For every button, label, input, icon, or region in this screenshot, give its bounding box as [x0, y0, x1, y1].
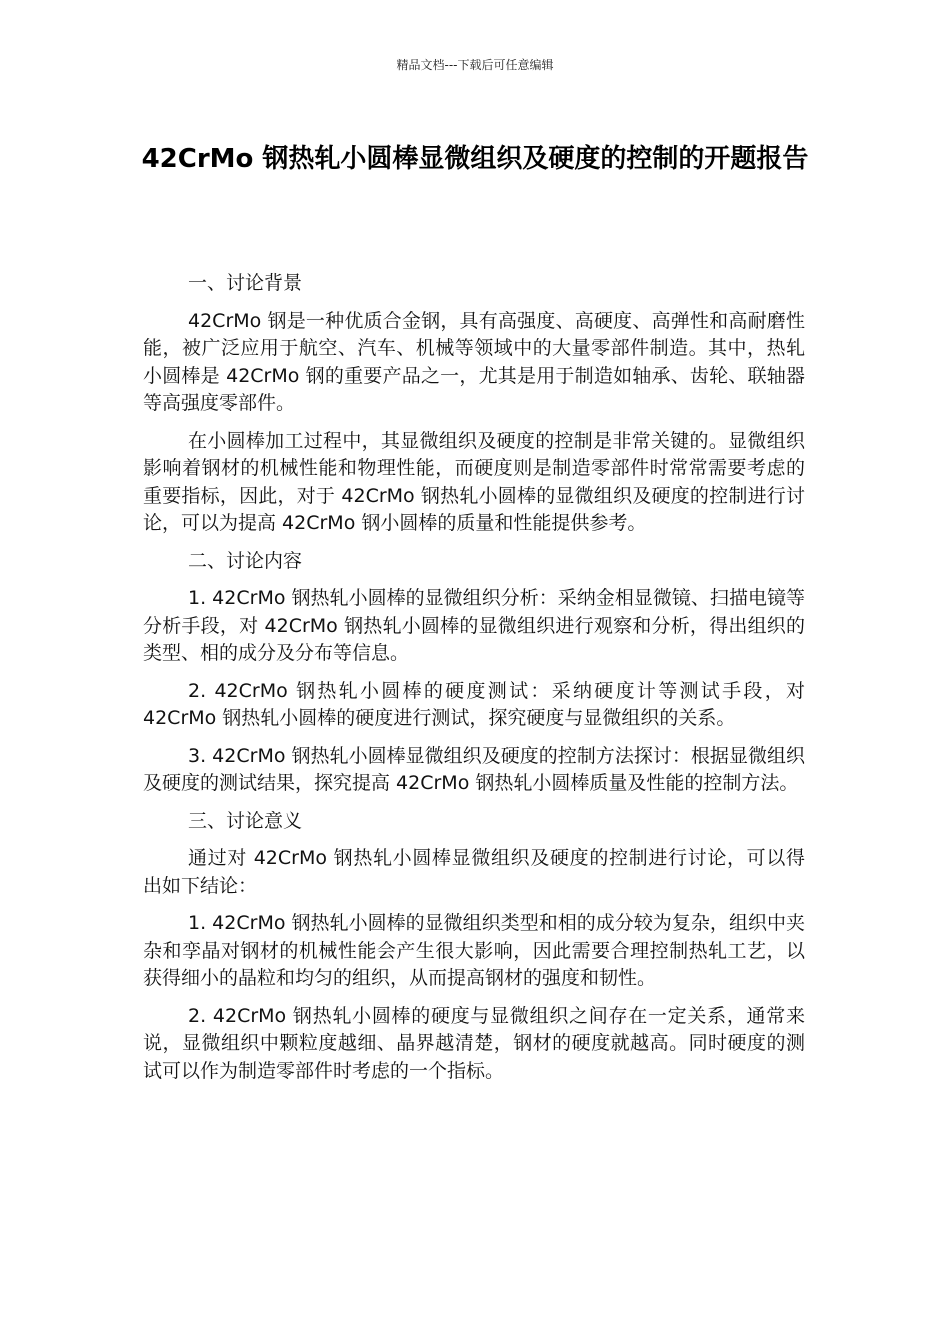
paragraph: 1. 42CrMo 钢热轧小圆棒的显微组织分析：采纳金相显微镜、扫描电镜等分析手段，对 42CrMo 钢热轧小圆棒的显微组织进行观察和分析，得出组织的类型、相的成分及分布等信息。	[143, 587, 805, 664]
paragraph: 通过对 42CrMo 钢热轧小圆棒显微组织及硬度的控制进行讨论，可以得出如下结论：	[143, 847, 805, 897]
paragraph: 42CrMo 钢是一种优质合金钢，具有高强度、高硬度、高弹性和高耐磨性能，被广泛应用于航空、汽车、机械等领域中的大量零部件制造。其中，热轧小圆棒是 42CrMo 钢的重要产品之一，尤其是用于制造如轴承、齿轮、联轴器等高强度零部件。	[143, 309, 805, 414]
paragraph: 3. 42CrMo 钢热轧小圆棒显微组织及硬度的控制方法探讨：根据显微组织及硬度的测试结果，探究提高 42CrMo 钢热轧小圆棒质量及性能的控制方法。	[143, 744, 805, 794]
document-title: 42CrMo 钢热轧小圆棒显微组织及硬度的控制的开题报告	[141, 144, 809, 174]
section-heading-background: 一、讨论背景	[188, 272, 303, 294]
header-note: 精品文档---下载后可任意编辑	[396, 58, 554, 72]
section-heading-content: 二、讨论内容	[188, 549, 303, 572]
paragraph: 在小圆棒加工过程中，其显微组织及硬度的控制是非常关键的。显微组织影响着钢材的机械性能和物理性能，而硬度则是制造零部件时常常需要考虑的重要指标，因此，对于 42CrMo 钢热轧小圆棒的显微组织及硬度的控制进行讨论，可以为提高 42CrMo 钢小圆棒的质量和性能提供参考。	[143, 429, 805, 534]
paragraph: 2. 42CrMo 钢热轧小圆棒的硬度测试：采纳硬度计等测试手段，对 42CrMo 钢热轧小圆棒的硬度进行测试，探究硬度与显微组织的关系。	[143, 679, 805, 729]
paragraph: 2. 42CrMo 钢热轧小圆棒的硬度与显微组织之间存在一定关系，通常来说，显微组织中颗粒度越细、晶界越清楚，钢材的硬度就越高。同时硬度的测试可以作为制造零部件时考虑的一个指标。	[143, 1004, 805, 1082]
document-body	[143, 270, 805, 1095]
section-heading-significance: 三、讨论意义	[188, 809, 303, 832]
paragraph: 1. 42CrMo 钢热轧小圆棒的显微组织类型和相的成分较为复杂，组织中夹杂和孪晶对钢材的机械性能会产生很大影响，因此需要合理控制热轧工艺，以获得细小的晶粒和均匀的组织，从而提高钢材的强度和韧性。	[143, 912, 805, 989]
